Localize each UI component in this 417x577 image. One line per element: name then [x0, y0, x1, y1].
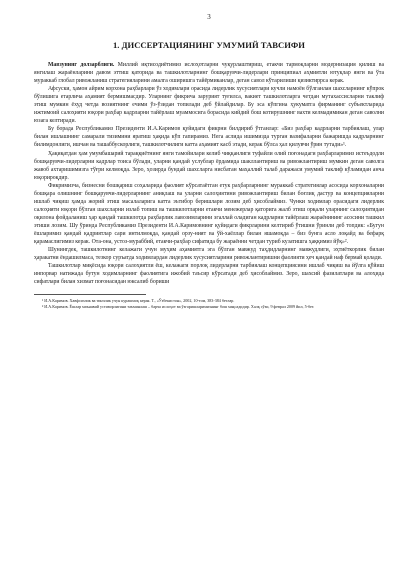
paragraph	[34, 262, 384, 286]
paragraph-text: Бу борада Республикамиз Президенти И.А.Каримов қуйидаги фикрни билдириб ўтганлар: «Биз раҳбар кадрларни тарбиялаш, улар билан ишлашнинг самарали тизимини яратиш ҳақида кўп гапирамиз. Нега аслида ишимизда турган вазифаларни бажаришда кадрларнинг билимдонлиги, ишчан ва ташаббускорлиги, ташкилотчилиги катта аҳамият касб этади, керак бўлса ҳал қилувчи ўрин тутади»¹.	[34, 126, 384, 149]
paragraph	[34, 125, 384, 149]
paragraph-lead: Мавзунинг долзарблиги.	[48, 62, 115, 68]
paragraph	[34, 85, 384, 125]
paragraph-text: Ҳақиқатдан ҳам умумбашарий тараққиётнинг янги тамойилари келиб чиққанлиги туфайли олий поғонадаги раҳбарларимиз истеъдодли бошқарувчи-лидерларни кадрлар тоиса бўлади, уларни қандай услублар ёрдамида шакллантириш ва ривожлантириш мумкин деган саволга жавоб ахтаришимизга тўғри келмоқда. Зеро, ҳозирда бундай шахсларга нисбатан маҳаллий талаб даражаси умумий таклиф кўламидан анча юқорироқдир.	[34, 150, 384, 181]
footnote: ² И.А.Каримов. Ёшлар маънавий устиворлигини таъминлаш – барча ислоҳот ва ўзгаришларимизнинг бош мақсадидир. Халқ сўзи, 9 феврал 2009 йил, 5-бет.	[42, 303, 315, 309]
paragraph-text: Афсуски, ҳамон айрим корхона раҳбарлари ўз ходимлари орасида лидерлик хусусиятлари кучли намоён бўлганлан шахсларнинг кўпрок бўлишига етарлича аҳамият бермишмасдир. Уларнинг фикрича зарурият туғилса, вакиет ташкилотларга четдан мутахассисларни таклиф этиш мумкин ёхуд четда возиятнинг ечими ўз-ўзидан топилади деб ўйлайдилар. Бу эса кўпгина ҳукуматга фирманинг субъектларида ижтимоий салоҳияти юқори раҳбар кадрларни тайёрлаш муаммосига борасида кийдий бош котирушнинг вахти келмадимикан деган саволни юзага келтиради.	[34, 86, 384, 125]
footnote: ¹ И.А.Каримов. Хавфсизлик ва тинчлик учун курашмоқ керак. Т., «Ўзбекистон», 2002, 10-том, 383-384 бетлар.	[42, 298, 235, 304]
section-heading: 1. ДИССЕРТАЦИЯНИНГ УМУМИЙ ТАВСИФИ	[113, 40, 305, 50]
paragraph-text: Шунингдек, ташкилотнинг келажаги учун муҳим аҳамиятга эга бўлган мавжуд таҳдидларнинг мавжудлиги, эҳтиёткорлик билан ҳаракатни ёндашилмаса, тезкор суръатда ходимлардан лидерлик хусусиятларини ривожлантиришни фаолияти ҳеч қандай наф бермай қолади.	[34, 247, 384, 262]
paragraph-text: Фикримизча, бизнесни бошқариш соҳаларида фаолият кўрсатаётган етук раҳбарларнинг мураккаб стратегиялар асосида корхоналарни бошқара олишнинг бошқарувчи-лидерларнинг аниқлаш ва уларни салоҳиятини ривожлантириш билан боғлиқ дастур ва концепцияларни ишлаб чиқиш ҳамда жорий этиш масалаларига катта эътибор беришлари лозим деб ҳисоблаймиз. Чунки ходимлар орасидаги лидерлик салоҳияти юқори бўлган шахсларни излаб топиш ва ташкилотларни етакчи менежерлар қаторига жалб этиш орқали уларнинг салоҳиятидан оқилона фойдаланиш ҳар қандай ташкилотда раҳбарлик лавозимларини эгаллай оладиган кадрларни тайёрлаш жараёнининг асосини ташкил этиши лозим. Шу ўринда Республикамиз Президенти И.А.Каримовнинг қуйидаги фикрларини келтириб ўтишни ўринли деб топдик: «Бугун ёшларимиз қандай қадриятлар сари интилмоқда, қандай орзу-ният ва ўй-хаёллар билан яшамоқда – биз бунга асло лоқайд ва бефарқ қарамаслигимиз керак. Ота-она, устоз-мураббий, етакчи-раҳбар сифатида бу жараённи четдан туриб кузатишга ҳаққимиз йўқ»².	[34, 182, 384, 246]
paragraph	[34, 182, 384, 246]
paragraph-text: Миллий иқтисодиётимиз ислоҳотларни чуқурлаштириш, етакчи тармоқларни модернизация қилиш ва янгилаш жараёнларини давом эттиш қаторида ва ташкилотларнинг бошқарувчи-лидерлари принципиал аҳмиятли ютуқлар янги ва ўта мураккаб глобал ривожланиш стратегияларини амалга оширишга тайёрмиканлар, деган савол кўтарилиши қизиктиррса керак.	[34, 62, 384, 85]
paragraph-text: Ташкилотлар миқёсида юқори салоҳиятли ёш, келажаги порлоқ лидерларни тарбиялаш концепциясини ишлаб чиқиш ва йўлга қўйиш инпорвар натижада бутун ходимларнинг фаолиятига ижобий таъсир кўрсатади деб ҳисоблаймиз. Зеро, шахсий фазилатлари ва алоҳида сифатлари билан хизмат поғонасидан юксалиб бориши	[34, 263, 384, 286]
paragraph	[34, 61, 384, 85]
footnotes	[34, 298, 384, 309]
paragraph	[34, 246, 384, 262]
footnote-divider	[34, 294, 146, 295]
paragraph	[34, 150, 384, 182]
page-number: 3	[207, 13, 211, 21]
body-text	[34, 61, 384, 286]
